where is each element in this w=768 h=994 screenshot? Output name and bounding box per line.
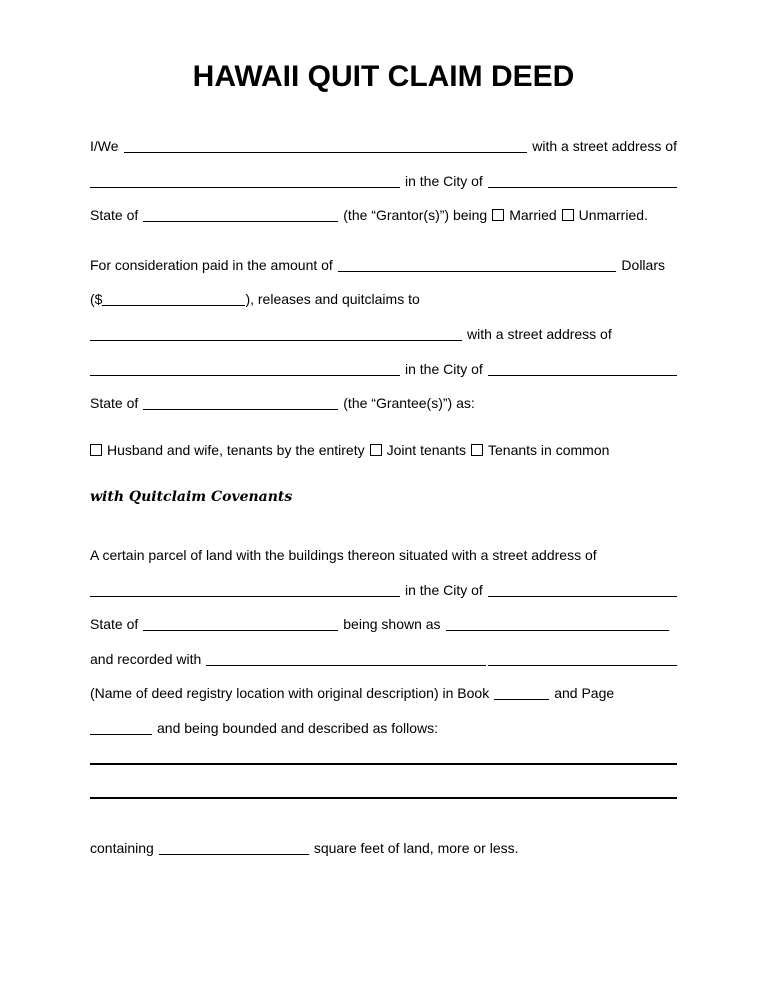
square-feet-suffix-label: square feet of land, more or less.	[313, 839, 519, 856]
grantor-city-label: in the City of	[405, 172, 483, 189]
property-situated-label: A certain parcel of land with the buildings thereon situated with a street address of	[90, 546, 597, 563]
joint-tenants-label: Joint tenants	[386, 441, 466, 458]
grantor-line-3	[90, 198, 677, 233]
and-page-label: and Page	[554, 685, 615, 702]
grantor-street-suffix-label: with a street address of	[532, 138, 677, 154]
grantee-state-blank[interactable]	[143, 406, 338, 410]
property-street-address-blank[interactable]	[90, 593, 400, 597]
grantee-line-1	[90, 317, 677, 352]
registry-note-label: (Name of deed registry location with original description) in Book	[90, 685, 490, 702]
grantor-state-label: State of	[90, 207, 139, 224]
property-city-label: in the City of	[405, 581, 483, 598]
husband-wife-entirety-checkbox[interactable]	[90, 444, 102, 456]
property-state-blank[interactable]	[143, 627, 338, 631]
book-number-blank[interactable]	[494, 696, 549, 700]
property-line-4	[90, 642, 677, 677]
consideration-amount-words-blank[interactable]	[338, 268, 617, 272]
dollars-label: Dollars	[621, 256, 665, 273]
property-shown-as-blank[interactable]	[446, 627, 669, 631]
grantee-designation-label: (the “Grantee(s)”) as:	[343, 395, 475, 412]
grantee-street-address-blank[interactable]	[90, 372, 400, 376]
grantee-line-2	[90, 352, 677, 387]
married-label: Married	[509, 207, 557, 224]
bounded-described-label: and being bounded and described as follows:	[157, 719, 438, 736]
unmarried-label: Unmarried.	[578, 207, 648, 224]
property-line-2	[90, 573, 677, 608]
unmarried-checkbox[interactable]	[562, 209, 574, 221]
grantee-line-3	[90, 386, 677, 421]
page-number-blank[interactable]	[90, 731, 152, 735]
tenants-in-common-checkbox[interactable]	[471, 444, 483, 456]
grantee-city-blank[interactable]	[488, 372, 677, 376]
property-line-3	[90, 607, 677, 642]
covenants-line	[90, 480, 677, 515]
tenancy-options-line	[90, 433, 677, 468]
quitclaim-covenants-label: with Quitclaim Covenants	[90, 489, 293, 506]
property-line-6	[90, 711, 677, 746]
property-shown-as-label: being shown as	[343, 616, 441, 633]
consideration-line-1	[90, 248, 677, 283]
legal-description-blank-2[interactable]	[90, 794, 677, 799]
description-rule-line-1	[90, 758, 677, 793]
description-rule-line-2	[90, 792, 677, 827]
grantor-intro-label: I/We	[90, 138, 119, 154]
property-state-label: State of	[90, 616, 139, 633]
grantor-city-blank[interactable]	[488, 184, 677, 188]
grantee-name-blank[interactable]	[90, 337, 462, 341]
grantee-street-suffix-label: with a street address of	[467, 325, 612, 342]
husband-wife-entirety-label: Husband and wife, tenants by the entirety	[107, 441, 365, 458]
grantor-designation-label: (the “Grantor(s)”) being	[343, 207, 488, 224]
property-registry-blank-1[interactable]	[206, 662, 486, 666]
property-registry-blank-2[interactable]	[488, 662, 677, 666]
releases-quitclaims-label: ), releases and quitclaims to	[245, 291, 420, 308]
grantee-state-label: State of	[90, 395, 139, 412]
consideration-amount-label: For consideration paid in the amount of	[90, 256, 333, 273]
property-line-5	[90, 676, 677, 711]
square-feet-blank[interactable]	[159, 851, 309, 855]
containing-line	[90, 831, 677, 866]
legal-description-section	[90, 758, 677, 827]
consideration-line-2	[90, 282, 677, 317]
grantor-line-1	[90, 129, 677, 164]
grantee-city-label: in the City of	[405, 360, 483, 377]
property-line-1	[90, 538, 677, 573]
grantor-state-blank[interactable]	[143, 218, 338, 222]
grantor-line-2	[90, 164, 677, 199]
document-title: HAWAII QUIT CLAIM DEED	[192, 60, 575, 93]
property-recorded-with-label: and recorded with	[90, 650, 202, 667]
married-checkbox[interactable]	[492, 209, 504, 221]
dollar-open-paren-label: ($	[90, 291, 103, 308]
grantor-name-blank[interactable]	[124, 149, 528, 153]
grantor-street-address-blank[interactable]	[90, 184, 400, 188]
grantor-section	[90, 129, 677, 233]
joint-tenants-checkbox[interactable]	[370, 444, 382, 456]
property-section	[90, 538, 677, 746]
property-city-blank[interactable]	[488, 593, 677, 597]
consideration-grantee-section	[90, 248, 677, 421]
containing-label: containing	[90, 839, 154, 856]
tenants-in-common-label: Tenants in common	[488, 441, 610, 458]
consideration-amount-numeric-blank[interactable]	[102, 302, 245, 306]
legal-description-blank-1[interactable]	[90, 760, 677, 765]
